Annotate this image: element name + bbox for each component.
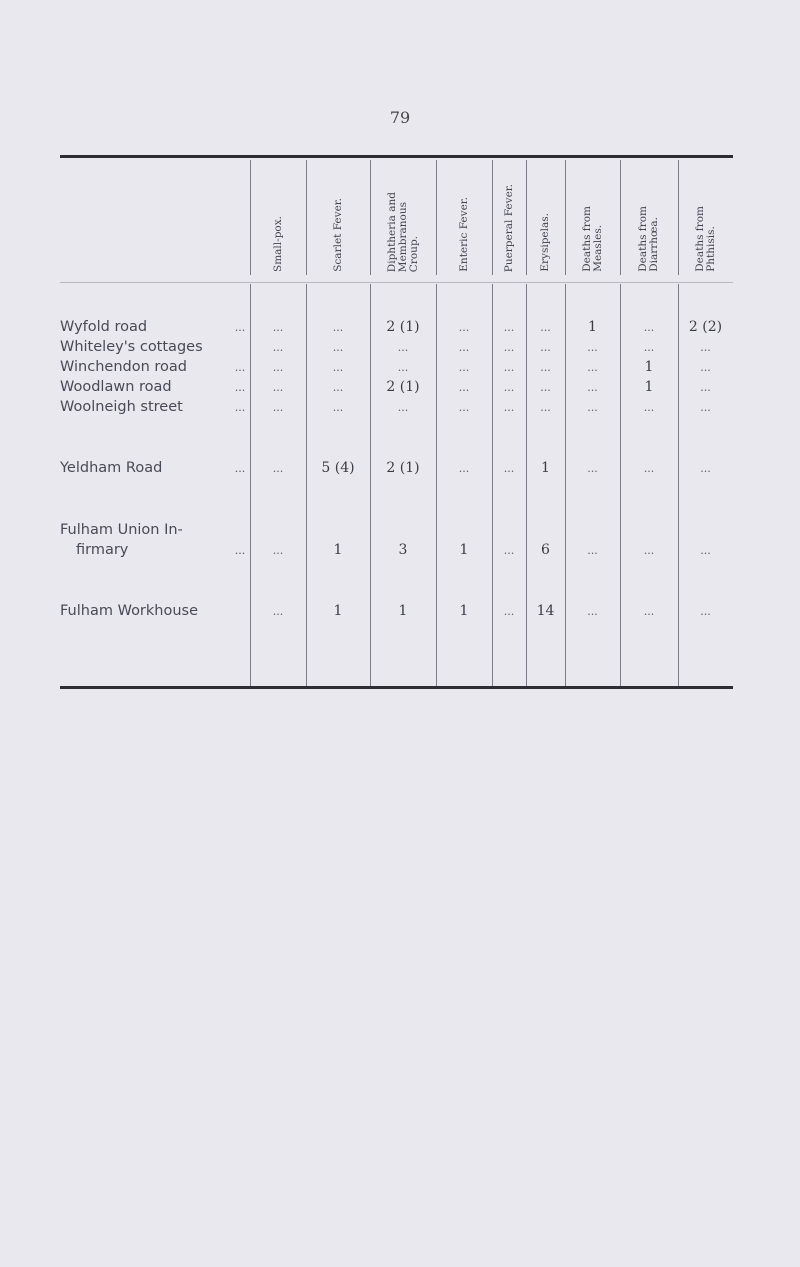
- column-header: [436, 160, 492, 275]
- row-label: Fulham Union In-: [60, 522, 183, 538]
- table-cell: ...: [503, 544, 515, 557]
- table-cell: ...: [587, 544, 598, 557]
- table-cell: 14: [536, 603, 555, 619]
- row-leader-dots: ...: [234, 381, 246, 394]
- row-label: Yeldham Road: [60, 460, 163, 476]
- table-bottom-rule: [60, 686, 733, 689]
- table-cell: 1: [588, 319, 597, 335]
- table-cell: ...: [643, 401, 655, 414]
- table-cell: 1: [644, 379, 654, 395]
- column-header: [620, 160, 678, 275]
- column-header: [565, 160, 620, 275]
- table-cell: ...: [587, 462, 598, 475]
- table-cell: 2 (1): [386, 460, 420, 476]
- table-cell: 2 (1): [386, 319, 420, 335]
- table-cell: ...: [700, 381, 711, 394]
- row-label: Woodlawn road: [60, 379, 172, 395]
- table-cell: ...: [540, 341, 551, 354]
- column-header: [250, 160, 306, 275]
- table-cell: ...: [587, 361, 598, 374]
- row-label: Woolneigh street: [60, 399, 183, 415]
- table-cell: ...: [272, 605, 284, 618]
- column-header: [492, 160, 526, 275]
- column-header-label: Puerperal Fever.: [502, 183, 515, 272]
- header-divider: [60, 282, 733, 283]
- column-header-label: Erysipelas.: [539, 213, 551, 272]
- table-cell: ...: [397, 401, 409, 414]
- row-label: Whiteley's cottages: [60, 339, 203, 355]
- row-leader-dots: ...: [234, 401, 246, 414]
- table-cell: 1: [459, 603, 469, 619]
- column-header-label: Deaths from Measles.: [580, 206, 604, 272]
- table-cell: ...: [540, 381, 551, 394]
- table-cell: ...: [643, 321, 655, 334]
- column-header-label: Small-pox.: [271, 216, 284, 272]
- table-cell: ...: [458, 321, 470, 334]
- row-label: Wyfold road: [60, 319, 148, 335]
- table-cell: ...: [272, 544, 284, 557]
- table-cell: 1: [644, 359, 654, 375]
- table-cell: ...: [332, 321, 344, 334]
- page-number: 79: [389, 108, 411, 127]
- table-cell: ...: [503, 361, 515, 374]
- table-cell: 2 (2): [688, 319, 723, 335]
- row-leader-dots: ...: [234, 361, 246, 374]
- column-header: [306, 160, 370, 275]
- table-top-rule: [60, 155, 733, 158]
- table-cell: ...: [643, 544, 655, 557]
- table-cell: ...: [332, 401, 344, 414]
- table-cell: ...: [272, 462, 284, 475]
- table-cell: ...: [700, 341, 711, 354]
- table-cell: ...: [503, 605, 515, 618]
- table-cell: 3: [398, 542, 408, 558]
- table-cell: ...: [587, 605, 598, 618]
- table-cell: ...: [503, 401, 515, 414]
- table-cell: ...: [643, 605, 655, 618]
- table-cell: ...: [700, 361, 711, 374]
- table-cell: 1: [333, 542, 343, 558]
- table-cell: ...: [272, 361, 284, 374]
- table-cell: ...: [700, 462, 711, 475]
- table-cell: ...: [272, 401, 284, 414]
- table-cell: ...: [458, 462, 470, 475]
- table-cell: ...: [458, 401, 470, 414]
- table-cell: ...: [458, 361, 470, 374]
- row-label: firmary: [76, 542, 129, 558]
- table-cell: 6: [541, 542, 550, 558]
- table-cell: ...: [272, 321, 284, 334]
- table-cell: ...: [397, 341, 409, 354]
- table-cell: ...: [332, 361, 344, 374]
- table-cell: ...: [458, 381, 470, 394]
- table-cell: ...: [540, 401, 551, 414]
- column-header: [678, 160, 733, 275]
- table-cell: ...: [700, 401, 711, 414]
- column-header: [370, 160, 436, 275]
- table-cell: ...: [700, 605, 711, 618]
- table-cell: ...: [503, 462, 515, 475]
- table-cell: ...: [503, 321, 515, 334]
- table-cell: ...: [587, 341, 598, 354]
- table-cell: ...: [458, 341, 470, 354]
- table-cell: 1: [541, 460, 550, 476]
- table-cell: ...: [643, 341, 655, 354]
- table-cell: ...: [700, 544, 711, 557]
- table-cell: ...: [272, 381, 284, 394]
- table-cell: ...: [503, 381, 515, 394]
- table-cell: ...: [397, 361, 409, 374]
- column-header-label: Diphtheria and Membranous Croup.: [385, 191, 420, 272]
- row-leader-dots: ...: [234, 544, 246, 557]
- row-leader-dots: ...: [234, 321, 246, 334]
- table-cell: 1: [333, 603, 343, 619]
- table-cell: ...: [587, 401, 598, 414]
- table-cell: 5 (4): [321, 460, 355, 476]
- column-header-label: Deaths from Phthisis.: [693, 206, 717, 272]
- table-cell: ...: [587, 381, 598, 394]
- row-label: Fulham Workhouse: [60, 603, 199, 619]
- table-cell: ...: [503, 341, 515, 354]
- table-cell: 1: [459, 542, 469, 558]
- column-header: [526, 160, 565, 275]
- table-cell: ...: [272, 341, 284, 354]
- table-cell: 1: [398, 603, 408, 619]
- column-header-label: Enteric Fever.: [457, 197, 470, 272]
- row-label: Winchendon road: [60, 359, 187, 375]
- table-cell: 2 (1): [386, 379, 420, 395]
- column-header-label: Deaths from Diarrhœa.: [637, 206, 660, 272]
- table-cell: ...: [332, 341, 344, 354]
- table-cell: ...: [643, 462, 655, 475]
- table-cell: ...: [540, 361, 551, 374]
- table-cell: ...: [332, 381, 344, 394]
- column-header-label: Scarlet Fever.: [331, 198, 344, 272]
- row-leader-dots: ...: [234, 462, 246, 475]
- table-cell: ...: [540, 321, 551, 334]
